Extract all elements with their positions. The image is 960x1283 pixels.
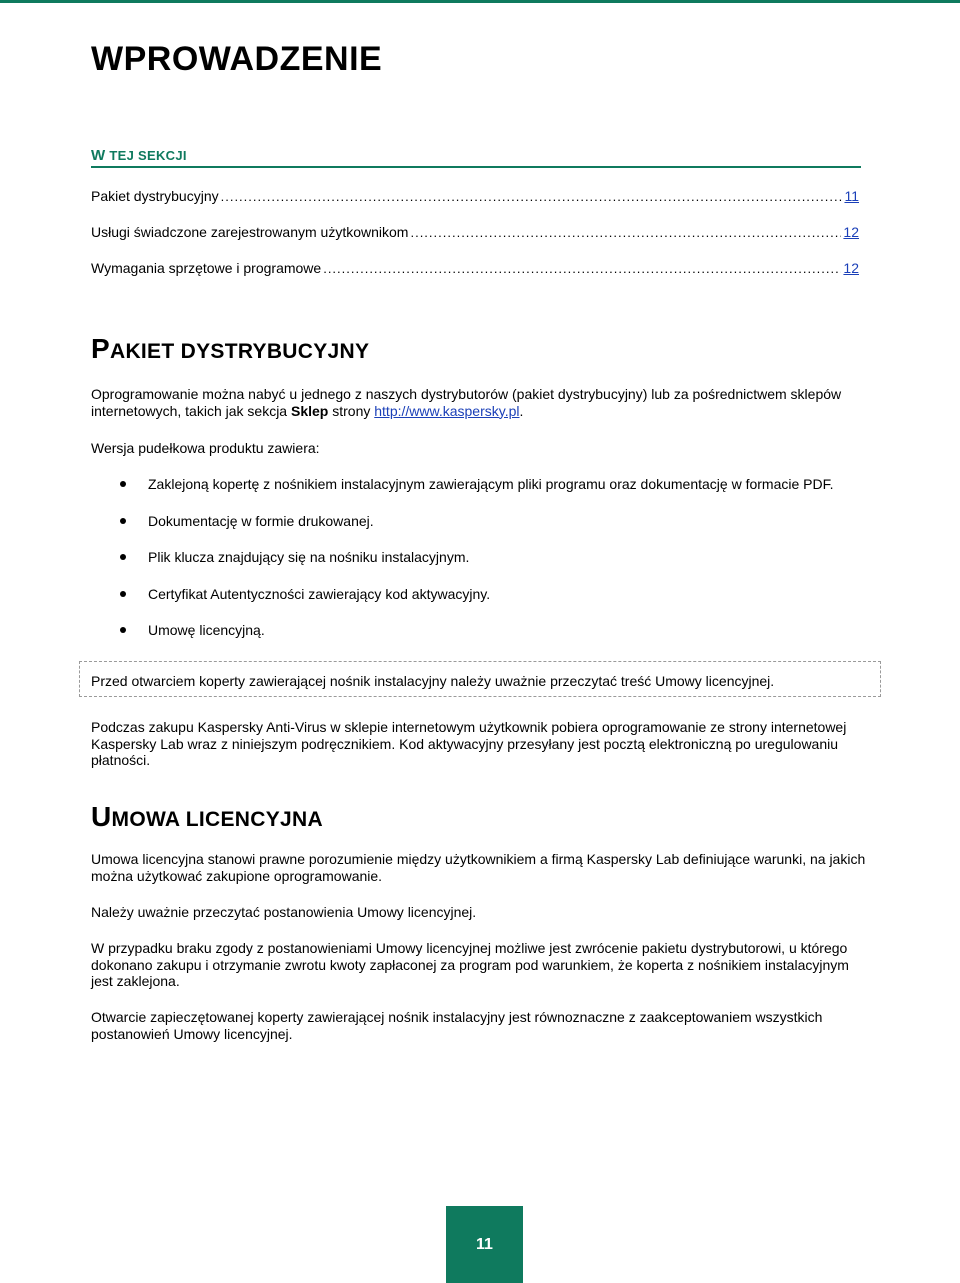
- bullet-icon: [120, 481, 126, 487]
- list-item: [120, 621, 880, 658]
- list-item-text: Plik klucza znajdujący się na nośniku instalacyjnym.: [148, 549, 470, 565]
- paragraph-distribution: [91, 386, 871, 419]
- notice-box: Przed otwarciem koperty zawierającej nośnik instalacyjny należy uważnie przeczytać treść Umowy licencyjnej.: [79, 661, 881, 697]
- in-section-label-rest: TEJ SEKCJI: [105, 148, 187, 163]
- paragraph-read-license: Należy uważnie przeczytać postanowienia Umowy licencyjnej.: [91, 904, 477, 920]
- list-item: [120, 475, 880, 512]
- list-item: [120, 585, 880, 622]
- bold-term-sklep: Sklep: [290, 402, 329, 419]
- list-item-text: Umowę licencyjną.: [148, 622, 265, 638]
- paragraph-online-purchase: Podczas zakupu Kaspersky Anti-Virus w sklepie internetowym użytkownik pobiera oprogramowanie ze strony internetowej Kaspersky Lab wraz z niniejszym podręcznikiem. Kod aktywacyjny przesyłany jest pocztą elektroniczną po uregulowaniu płatności.: [91, 719, 847, 768]
- page-number-badge: 11: [446, 1206, 523, 1283]
- toc-list: [91, 188, 859, 296]
- toc-entry[interactable]: [91, 260, 859, 296]
- section-heading-initial: P: [91, 333, 110, 364]
- toc-entry-page-link[interactable]: 11: [844, 188, 859, 204]
- list-item-text: Zaklejoną kopertę z nośnikiem instalacyjnym zawierającym pliki programu oraz dokumentację w formacie PDF.: [148, 476, 834, 492]
- toc-entry-title: Wymagania sprzętowe i programowe: [91, 260, 322, 276]
- in-section-label: [91, 147, 187, 164]
- list-item: [120, 548, 880, 585]
- list-item-text: Dokumentację w formie drukowanej.: [148, 512, 374, 529]
- toc-entry-page-link[interactable]: 12: [843, 224, 859, 240]
- paragraph-license-definition: Umowa licencyjna stanowi prawne porozumienie między użytkownikiem a firmą Kaspersky Lab definiujące warunki, na jakich można użytkować zakupione oprogramowanie.: [91, 851, 866, 884]
- paragraph-acceptance: Otwarcie zapieczętowanej koperty zawierającej nośnik instalacyjny jest równoznaczne z zaakceptowaniem wszystkich postanowień Umowy licencyjnej.: [91, 1009, 823, 1042]
- section-heading-rest: AKIET DYSTRYBUCYJNY: [109, 340, 370, 363]
- bullet-icon: [120, 518, 126, 524]
- bullet-icon: [120, 591, 126, 597]
- toc-entry[interactable]: [91, 224, 859, 260]
- in-section-label-initial: W: [91, 147, 106, 164]
- top-accent-bar: [0, 0, 960, 3]
- toc-leader-dots: [410, 225, 841, 240]
- list-item: [120, 512, 880, 549]
- section-heading-rest: MOWA LICENCYJNA: [111, 808, 323, 831]
- page-title: WPROWADZENIE: [91, 40, 383, 78]
- toc-entry[interactable]: [91, 188, 859, 224]
- paragraph-text: Oprogramowanie można nabyć u jednego z naszych dystrybutorów (pakiet dystrybucyjny) lub za pośrednictwem sklepów internetowych, takich jak sekcja: [91, 386, 842, 419]
- section-heading-umowa: [91, 801, 323, 833]
- paragraph-return-policy: W przypadku braku zgody z postanowieniami Umowy licencyjnej możliwe jest zwrócenie pakietu dystrybutorowi, u którego dokonano zakupu i otrzymanie zwrotu kwoty zapłaconej za program pod warunkiem, że koperta z nośnikiem instalacyjnym jest zaklejona.: [91, 940, 849, 989]
- bullet-icon: [120, 554, 126, 560]
- kaspersky-link[interactable]: http://www.kaspersky.pl: [374, 402, 520, 419]
- toc-entry-title: Pakiet dystrybucyjny: [91, 188, 219, 204]
- toc-leader-dots: [323, 261, 841, 276]
- paragraph-text: strony: [328, 402, 375, 419]
- toc-leader-dots: [221, 189, 843, 204]
- section-heading-pakiet: [91, 333, 369, 365]
- paragraph-box-contents: Wersja pudełkowa produktu zawiera:: [91, 440, 320, 456]
- bullet-icon: [120, 627, 126, 633]
- toc-entry-page-link[interactable]: 12: [843, 260, 859, 276]
- section-heading-initial: U: [91, 801, 112, 832]
- paragraph-text: .: [519, 402, 524, 419]
- list-item-text: Certyfikat Autentyczności zawierający kod aktywacyjny.: [148, 585, 491, 602]
- toc-entry-title: Usługi świadczone zarejestrowanym użytkownikom: [91, 224, 409, 240]
- box-contents-list: [120, 475, 880, 658]
- section-divider: [91, 166, 861, 168]
